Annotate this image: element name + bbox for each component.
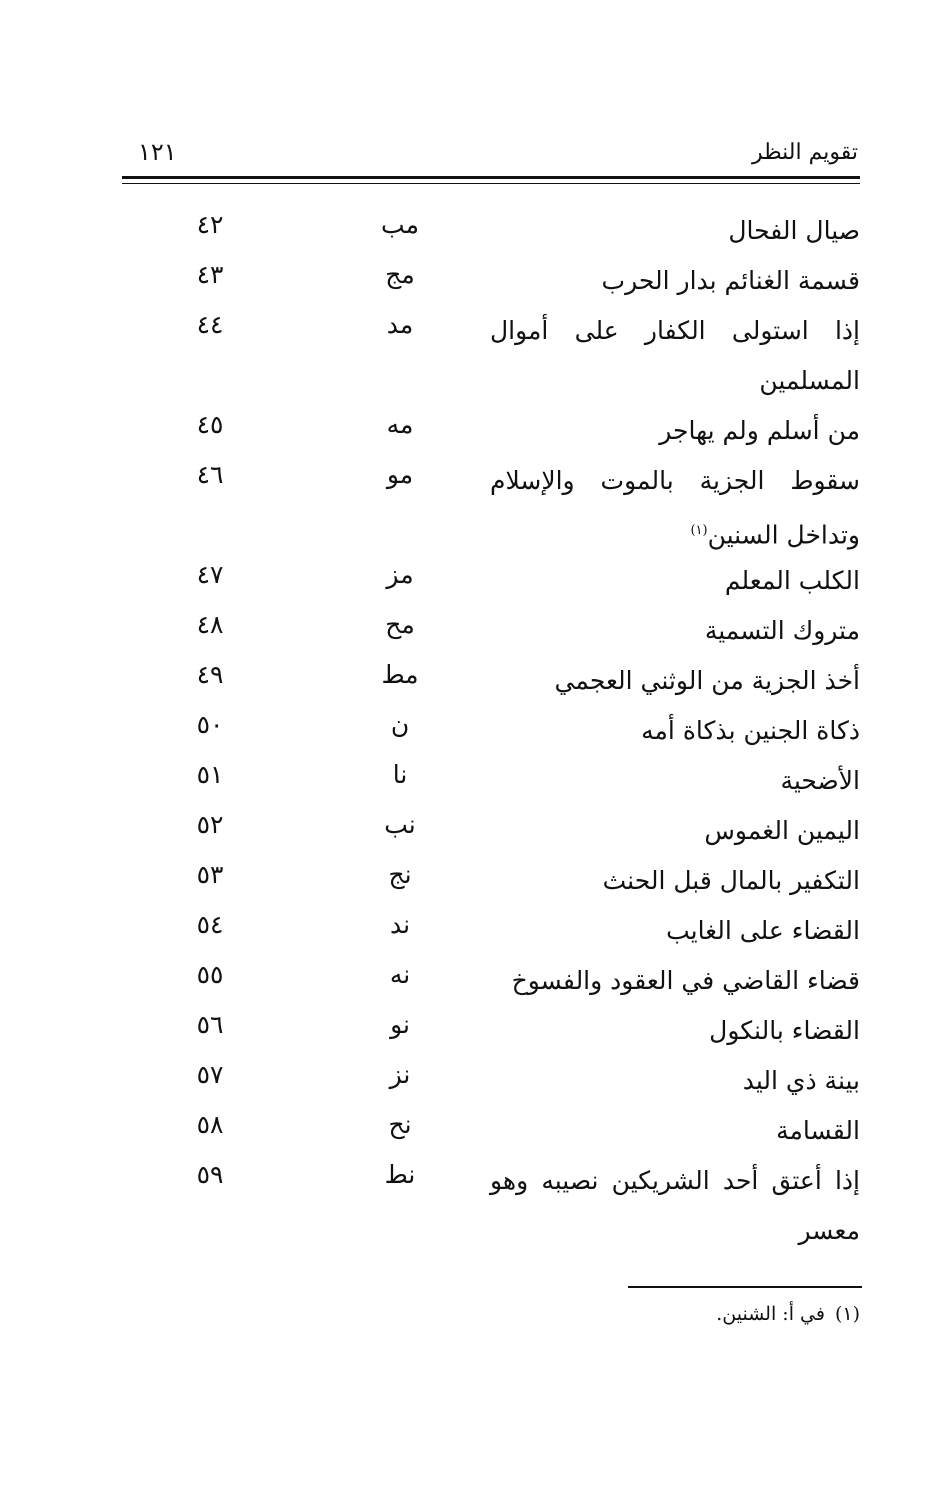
index-row [140, 750, 860, 800]
index-code: نز [389, 1060, 411, 1089]
index-topic: بينة ذي اليد [742, 1066, 860, 1095]
index-code: مب [381, 210, 419, 239]
running-title: تقويم النظر [751, 140, 858, 165]
index-topic: ذكاة الجنين بذكاة أمه [641, 716, 860, 745]
index-code: مز [386, 560, 414, 589]
index-code: نب [384, 810, 416, 839]
index-topic: التكفير بالمال قبل الحنث [602, 866, 860, 895]
index-topic [490, 456, 860, 560]
index-row [140, 450, 860, 550]
index-code: نا [392, 760, 408, 789]
index-topic: إذا أعتق أحد الشريكين نصيبه وهو معسر [490, 1166, 860, 1245]
index-code: مج [385, 260, 415, 289]
index-code: نو [390, 1010, 410, 1039]
index-row [140, 250, 860, 300]
index-code: نه [389, 960, 411, 989]
index-topic: متروك التسمية [704, 616, 860, 645]
index-number: ٥٢ [196, 810, 224, 839]
index-row [140, 850, 860, 900]
index-topic: الكلب المعلم [724, 566, 860, 595]
index-code: ن [390, 710, 410, 739]
footnote [716, 1303, 860, 1325]
header-rule-thick [122, 176, 860, 179]
footnote-reference: (١) [690, 523, 708, 538]
index-row [140, 700, 860, 750]
index-row [140, 1050, 860, 1100]
index-row [140, 300, 860, 400]
footnote-separator [628, 1286, 862, 1288]
index-row [140, 1150, 860, 1250]
index-number: ٤٣ [196, 260, 224, 289]
index-number: ٥٧ [196, 1060, 224, 1089]
index-number: ٤٥ [196, 410, 224, 439]
index-number: ٤٦ [196, 460, 224, 489]
running-header [122, 138, 860, 178]
index-number: ٥١ [196, 760, 224, 789]
index-code: نح [388, 1110, 412, 1139]
index-topic: أخذ الجزية من الوثني العجمي [554, 666, 860, 695]
index-row [140, 550, 860, 600]
index-topic-text: سقوط الجزية بالموت والإسلام وتداخل السنين [490, 466, 860, 550]
index-row [140, 950, 860, 1000]
index-code: مح [385, 610, 415, 639]
index-topic: قسمة الغنائم بدار الحرب [601, 266, 860, 295]
index-topic: اليمين الغموس [704, 816, 860, 845]
index-number: ٤٧ [196, 560, 224, 589]
index-topic: القضاء بالنكول [709, 1016, 860, 1045]
index-row [140, 800, 860, 850]
index-row [140, 400, 860, 450]
index-number: ٥٠ [196, 710, 224, 739]
index-code: مط [381, 660, 419, 689]
index-topic: من أسلم ولم يهاجر [659, 416, 860, 445]
index-code: مه [386, 410, 414, 439]
index-row [140, 900, 860, 950]
index-list [140, 200, 860, 1250]
index-topic: قضاء القاضي في العقود والفسوخ [511, 966, 860, 995]
index-code: ند [389, 910, 411, 939]
index-number: ٤٢ [196, 210, 224, 239]
index-topic: صيال الفحال [728, 216, 860, 245]
index-code: نج [388, 860, 412, 889]
index-topic: الأضحية [780, 766, 860, 795]
page-number: ١٢١ [138, 138, 177, 166]
index-number: ٥٨ [196, 1110, 224, 1139]
index-row [140, 1000, 860, 1050]
index-number: ٤٩ [196, 660, 224, 689]
index-topic: إذا استولى الكفار على أموال المسلمين [490, 316, 860, 395]
index-code: مو [386, 460, 414, 489]
index-number: ٥٦ [196, 1010, 224, 1039]
index-number: ٥٩ [196, 1160, 224, 1189]
index-number: ٤٨ [196, 610, 224, 639]
index-topic: القسامة [776, 1116, 860, 1145]
index-number: ٥٣ [196, 860, 224, 889]
index-number: ٤٤ [196, 310, 224, 339]
index-number: ٥٥ [196, 960, 224, 989]
index-topic: القضاء على الغايب [666, 916, 860, 945]
header-rule-thin [122, 183, 860, 184]
footnote-marker: (١) [834, 1303, 860, 1325]
index-row [140, 1100, 860, 1150]
index-row [140, 650, 860, 700]
index-code: نط [384, 1160, 416, 1189]
index-number: ٥٤ [196, 910, 224, 939]
index-code: مد [386, 310, 414, 339]
footnote-text: في أ: الشنين. [716, 1303, 825, 1325]
index-row [140, 200, 860, 250]
index-row [140, 600, 860, 650]
